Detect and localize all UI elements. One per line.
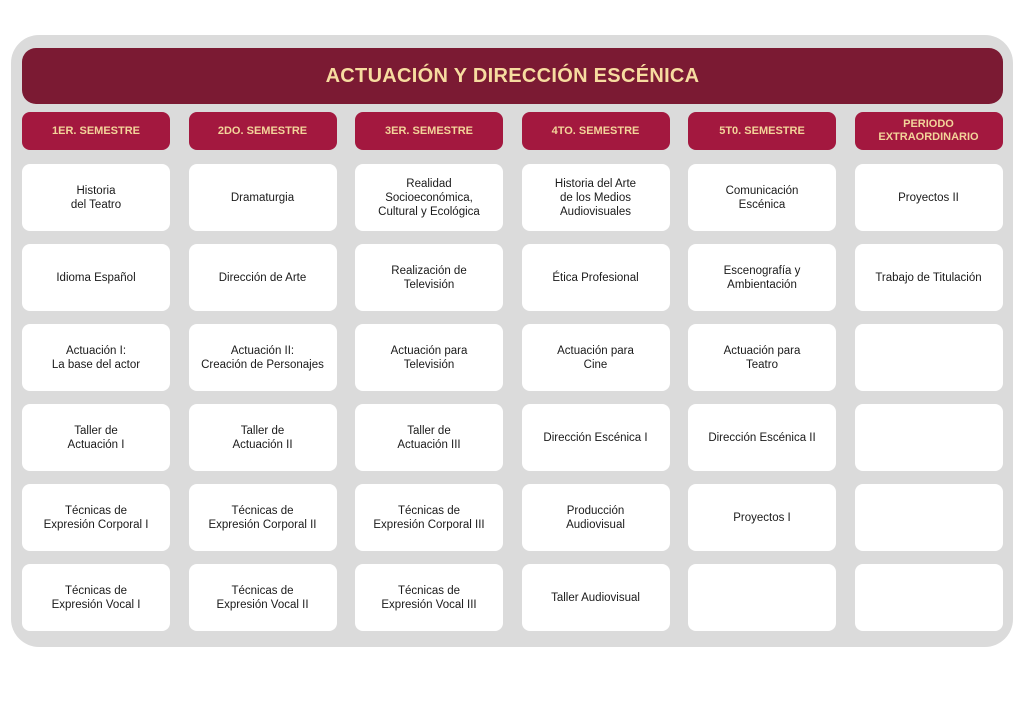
- course-cell: Taller de Actuación I: [22, 404, 170, 471]
- course-cell: Técnicas de Expresión Vocal I: [22, 564, 170, 631]
- course-cell: Realidad Socioeconómica, Cultural y Ecológica: [355, 164, 503, 231]
- course-cell: [855, 404, 1003, 471]
- course-cell: Historia del Arte de los Medios Audiovisuales: [522, 164, 670, 231]
- course-cell: Proyectos II: [855, 164, 1003, 231]
- semester-header: 1ER. SEMESTRE: [22, 112, 170, 150]
- semester-header: 4TO. SEMESTRE: [522, 112, 670, 150]
- course-cell: Escenografía y Ambientación: [688, 244, 836, 311]
- semester-header: 2DO. SEMESTRE: [189, 112, 337, 150]
- course-cell: Realización de Televisión: [355, 244, 503, 311]
- semester-header: 3ER. SEMESTRE: [355, 112, 503, 150]
- course-cell: Actuación I: La base del actor: [22, 324, 170, 391]
- course-cell: Taller de Actuación II: [189, 404, 337, 471]
- semester-column-4: [522, 112, 670, 644]
- course-cell: Comunicación Escénica: [688, 164, 836, 231]
- semester-header: 5T0. SEMESTRE: [688, 112, 836, 150]
- semester-column-5: [688, 112, 836, 644]
- course-cell: Técnicas de Expresión Corporal I: [22, 484, 170, 551]
- semester-column-1: [22, 112, 170, 644]
- course-cell: Historia del Teatro: [22, 164, 170, 231]
- course-cell: [855, 324, 1003, 391]
- course-cell: Técnicas de Expresión Vocal II: [189, 564, 337, 631]
- course-cell: Taller Audiovisual: [522, 564, 670, 631]
- course-cell: Técnicas de Expresión Vocal III: [355, 564, 503, 631]
- course-cell: Actuación II: Creación de Personajes: [189, 324, 337, 391]
- course-cell: Dirección Escénica II: [688, 404, 836, 471]
- semester-column-2: [189, 112, 337, 644]
- semester-column-3: [355, 112, 503, 644]
- course-cell: Dramaturgia: [189, 164, 337, 231]
- course-cell: Técnicas de Expresión Corporal II: [189, 484, 337, 551]
- course-cell: [855, 564, 1003, 631]
- title-banner: [22, 48, 1003, 104]
- course-cell: Trabajo de Titulación: [855, 244, 1003, 311]
- course-cell: [688, 564, 836, 631]
- course-cell: Ética Profesional: [522, 244, 670, 311]
- semester-grid: [22, 112, 1003, 644]
- page-title: ACTUACIÓN Y DIRECCIÓN ESCÉNICA: [325, 64, 700, 87]
- course-cell: [855, 484, 1003, 551]
- course-cell: Proyectos I: [688, 484, 836, 551]
- course-cell: Técnicas de Expresión Corporal III: [355, 484, 503, 551]
- course-cell: Producción Audiovisual: [522, 484, 670, 551]
- course-cell: Taller de Actuación III: [355, 404, 503, 471]
- course-cell: Actuación para Teatro: [688, 324, 836, 391]
- semester-column-6: [855, 112, 1003, 644]
- course-cell: Actuación para Televisión: [355, 324, 503, 391]
- course-cell: Dirección de Arte: [189, 244, 337, 311]
- course-cell: Dirección Escénica I: [522, 404, 670, 471]
- course-cell: Idioma Español: [22, 244, 170, 311]
- course-cell: Actuación para Cine: [522, 324, 670, 391]
- semester-header: PERIODO EXTRAORDINARIO: [855, 112, 1003, 150]
